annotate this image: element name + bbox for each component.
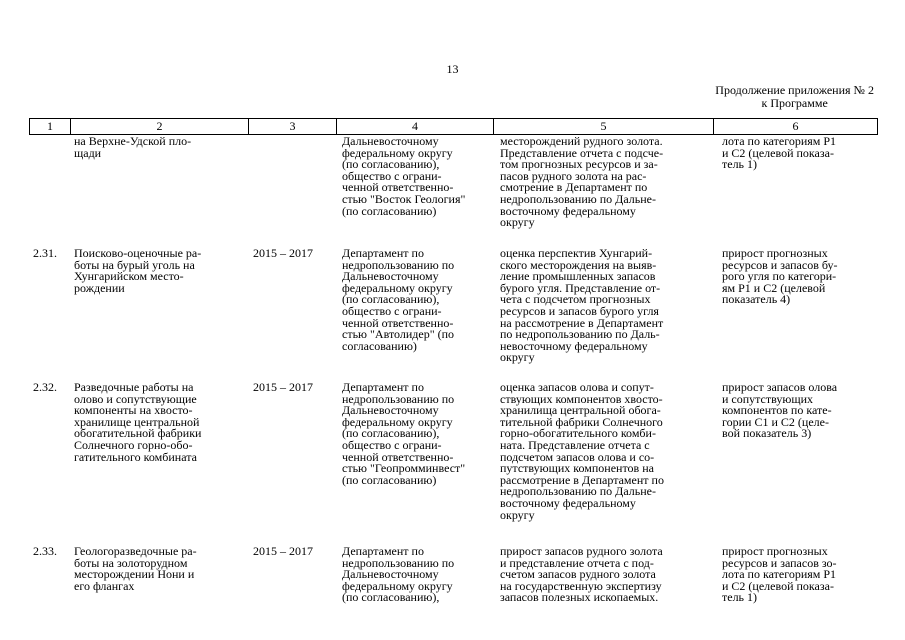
row-number: 2.32. bbox=[33, 380, 57, 394]
expected-result: оценка перспектив Хунгарий- ского месторождения на выяв- ление промышленных запасов бурого угля. Представление от- чета с подсчетом прогнозных ресурсов и запасов бурого угля на рассмотрение в Департамент по недропользованию по Даль- невосточному федеральному округу bbox=[500, 246, 664, 365]
target-indicator: прирост запасов олова и сопутствующих компонентов по кате- гории С1 и С2 (целе- вой показатель 3) bbox=[722, 380, 838, 441]
expected-result: месторождений рудного золота. Представление отчета с подсче- том прогнозных ресурсов и за- пасов рудного золота на рас- смотрение в Департамент по недропользованию по Дальне- восточному федеральному округу bbox=[500, 136, 664, 230]
expected-result: оценка запасов олова и сопут- ствующих компонентов хвосто- хранилища центральной обога- тительной фабрики Солнечного горно-обогатительного комби- ната. Представление отчета с подсчетом запасов олова и со- путствующих компонентов на рассмотрение в Департамент по недропользованию по Дальне- восточному федеральному округу bbox=[500, 380, 664, 522]
page-number: 13 bbox=[446, 62, 459, 76]
appendix-line-1: Продолжение приложения № 2 bbox=[715, 83, 874, 97]
activity-name: Разведочные работы на олово и сопутствующие компоненты на хвосто- хранилище центральной обогатительной фабрики Солнечного горно-обо- гатительного комбината bbox=[74, 380, 202, 464]
target-indicator: прирост прогнозных ресурсов и запасов зо- лота по категориям Р1 и С2 (целевой показа- тель 1) bbox=[722, 544, 837, 605]
executor: Департамент по недропользованию по Дальневосточному федеральному округу (по согласованию), общество с ограни- ченной ответственно- стью "Геопромминвест" (по согласованию) bbox=[342, 380, 466, 487]
period: 2015 – 2017 bbox=[253, 246, 313, 260]
header-col-5: 5 bbox=[494, 119, 714, 135]
table-body bbox=[0, 136, 905, 636]
header-col-6: 6 bbox=[714, 119, 878, 135]
row-number: 2.31. bbox=[33, 246, 57, 260]
appendix-line-2: к Программе bbox=[761, 96, 828, 110]
header-col-4: 4 bbox=[337, 119, 494, 135]
header-col-2: 2 bbox=[71, 119, 249, 135]
header-col-1: 1 bbox=[30, 119, 71, 135]
target-indicator: прирост прогнозных ресурсов и запасов бу- рого угля по категори- ям Р1 и С2 (целевой показатель 4) bbox=[722, 246, 838, 307]
executor: Дальневосточному федеральному округу (по согласованию), общество с ограни- ченной ответственно- стью "Восток Геология" (по согласованию) bbox=[342, 136, 466, 218]
executor: Департамент по недропользованию по Дальневосточному федеральному округу (по согласованию), bbox=[342, 544, 455, 605]
row-number: 2.33. bbox=[33, 544, 57, 558]
period: 2015 – 2017 bbox=[253, 544, 313, 558]
column-number-header bbox=[29, 118, 878, 135]
activity-name: Геологоразведочные ра- боты на золоторудном месторождении Нони и его флангах bbox=[74, 544, 197, 593]
appendix-caption bbox=[715, 84, 874, 110]
target-indicator: лота по категориям Р1 и С2 (целевой показа- тель 1) bbox=[722, 136, 837, 172]
executor: Департамент по недропользованию по Дальневосточному федеральному округу (по согласованию), общество с ограни- ченной ответственно- стью "Автолидер" (по согласованию) bbox=[342, 246, 455, 353]
activity-name: Поисково-оценочные ра- боты на бурый уголь на Хунгарийском место- рождении bbox=[74, 246, 202, 295]
activity-name: на Верхне-Удской пло- щади bbox=[74, 136, 192, 160]
header-col-3: 3 bbox=[249, 119, 337, 135]
period: 2015 – 2017 bbox=[253, 380, 313, 394]
expected-result: прирост запасов рудного золота и представление отчета с под- счетом запасов рудного золота на государственную экспертизу запасов полезных ископаемых. bbox=[500, 544, 663, 605]
